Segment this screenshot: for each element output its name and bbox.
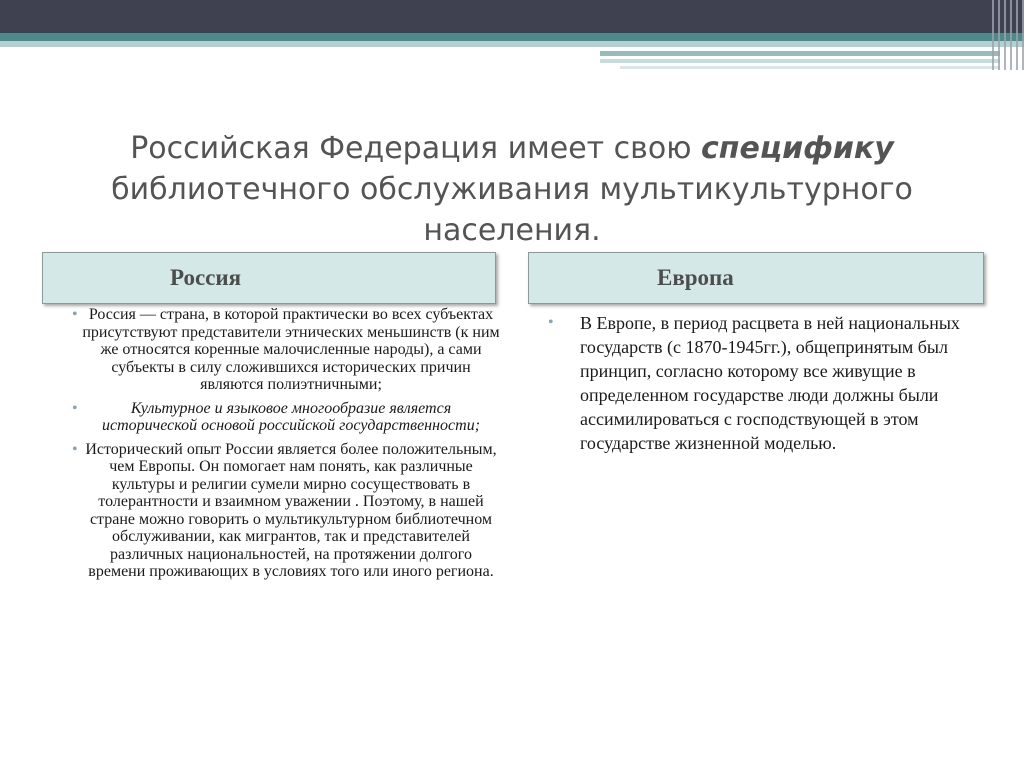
header-stripe [620,66,1000,69]
slide-title [80,128,944,251]
russia-header-box [42,252,496,304]
bullet-icon: • [72,306,78,323]
europe-bullet-list [548,311,978,455]
list-item [70,441,500,581]
title-emphasis: специфику [700,131,894,166]
header-band-dark [0,0,1024,33]
title-part1: Российская Федерация имеет свою [130,131,701,166]
bullet-icon: • [72,440,78,458]
list-item [70,400,500,435]
russia-header-label: Россия [170,265,242,290]
list-item-text: Культурное и языковое многообразие является исторической основой российской государственности; [101,399,481,434]
header-stripe [600,59,1000,63]
bullet-icon: • [548,314,554,331]
header-band-teal [0,33,1024,41]
russia-bullet-list [70,306,500,587]
bullet-icon: • [72,399,78,417]
title-part2: библиотечного обслуживания мультикультурного населения. [111,172,913,248]
europe-header-label: Европа [657,265,734,290]
list-item-text: В Европе, в период расцвета в ней национальных государств (с 1870-1945гг.), общепринятым был принцип, согласно которому все живущие в определенном государстве люди должны были ассимилироваться с господствующей в этом государстве жизненной моделью. [580,313,960,453]
europe-header-box [528,252,984,304]
list-item [548,311,978,455]
list-item-text: Россия — страна, в которой практически во всех субъектах присутствуют представители этнических меньшинств (к ним же относятся коренные малочисленные народы), а сами субъекты в силу сложившихся исторических причин являются полиэтничными; [82,306,500,393]
header-band-light [0,41,1024,47]
list-item [70,306,500,394]
header-stripe [600,51,1000,56]
header-vertical-bars [992,0,1024,70]
list-item-text: Исторический опыт России является более положительным, чем Европы. Он помогает нам понять, как различные культуры и религии сумели мирно сосуществовать в толерантности и взаимном уважении . Поэтому, в нашей стране можно говорить о мультикультурном библиотечном обслуживании, как мигрантов, так и представителей различных национальностей, на протяжении долгого времени проживающих в условиях того или иного региона. [85,440,497,580]
